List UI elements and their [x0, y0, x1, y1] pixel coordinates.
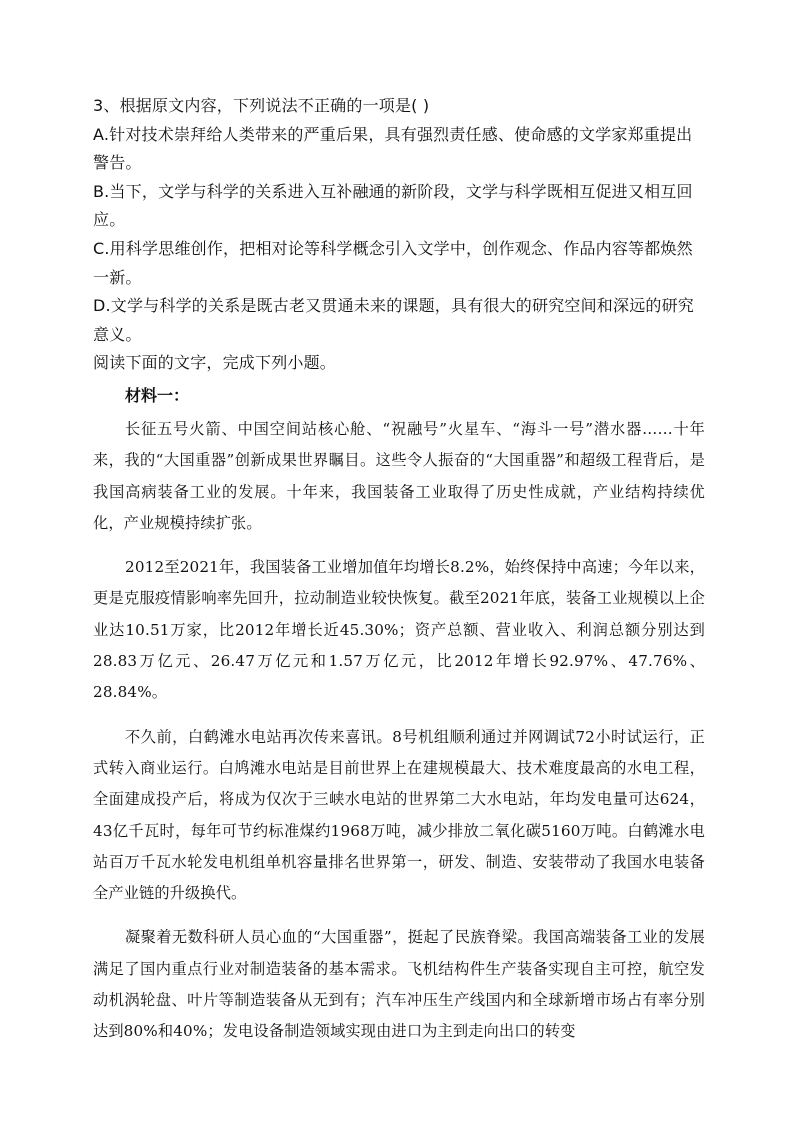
- page-content: [93, 92, 705, 1061]
- question-stem: 3、根据原文内容，下列说法不正确的一项是( ): [93, 96, 430, 115]
- option-d: D.文学与科学的关系是既古老又贯通未来的课题，具有很大的研究空间和深远的研究意义。: [93, 296, 695, 344]
- option-c: C.用科学思维创作，把相对论等科学概念引入文学中，创作观念、作品内容等都焕然一新。: [93, 238, 693, 287]
- option-b: B.当下，文学与科学的关系进入互补融通的新阶段，文学与科学既相互促进又相互回应。: [93, 181, 693, 230]
- material-paragraph-1: 长征五号火箭、中国空间站核心舱、“祝融号”火星车、“海斗一号”潜水器……十年来，我的“大国重器”创新成果世界瞩目。这些令人振奋的“大国重器”和超级工程背后，是我国高病装备工业的发展。十年来，我国装备工业取得了历史性成就，产业结构持续优化，产业规模持续扩张。: [93, 419, 705, 532]
- option-a: A.针对技术崇拜给人类带来的严重后果，具有强烈责任感、使命感的文学家郑重提出警告。: [93, 124, 693, 173]
- reading-instruction: 阅读下面的文字，完成下列小题。: [93, 353, 337, 373]
- material-title: 材料一：: [125, 385, 190, 405]
- material-paragraph-2: 2012至2021年，我国装备工业增加值年均增长8.2%，始终保持中高速；今年以来，更是克服疫情影响率先回升，拉动制造业较快恢复。截至2021年底，装备工业规模以上企业达10.51万家，比2012年增长近45.30%；资产总额、营业收入、利润总额分别达到28.83万亿元、26.47万亿元和1.57万亿元，比2012年增长92.97%、47.76%、28.84%。: [93, 558, 705, 702]
- material-paragraph-3: 不久前，白鹤滩水电站再次传来喜讯。8号机组顺利通过并网调试72小时试运行，正式转入商业运行。白鸠滩水电站是目前世界上在建规模最大、技术难度最高的水电工程，全面建成投产后，将成为仅次于三峡水电站的世界第二大水电站，年均发电量可达624，43亿千瓦时，每年可节约标准煤约1968万吨，减少排放二氧化碳5160万吨。白鹤滩水电站百万千瓦水轮发电机组单机容量排名世界第一，研发、制造、安装带动了我国水电装备全产业链的升级换代。: [93, 727, 705, 903]
- material-paragraph-4: 凝聚着无数科研人员心血的“大国重器”，挺起了民族脊梁。我国高端装备工业的发展满足了国内重点行业对制造装备的基本需求。飞机结构件生产装备实现自主可控，航空发动机涡轮盘、叶片等制造装备从无到有；汽车冲压生产线国内和全球新增市场占有率分别达到80%和40%；发电设备制造领域实现由进口为主到走向出口的转变: [93, 928, 705, 1041]
